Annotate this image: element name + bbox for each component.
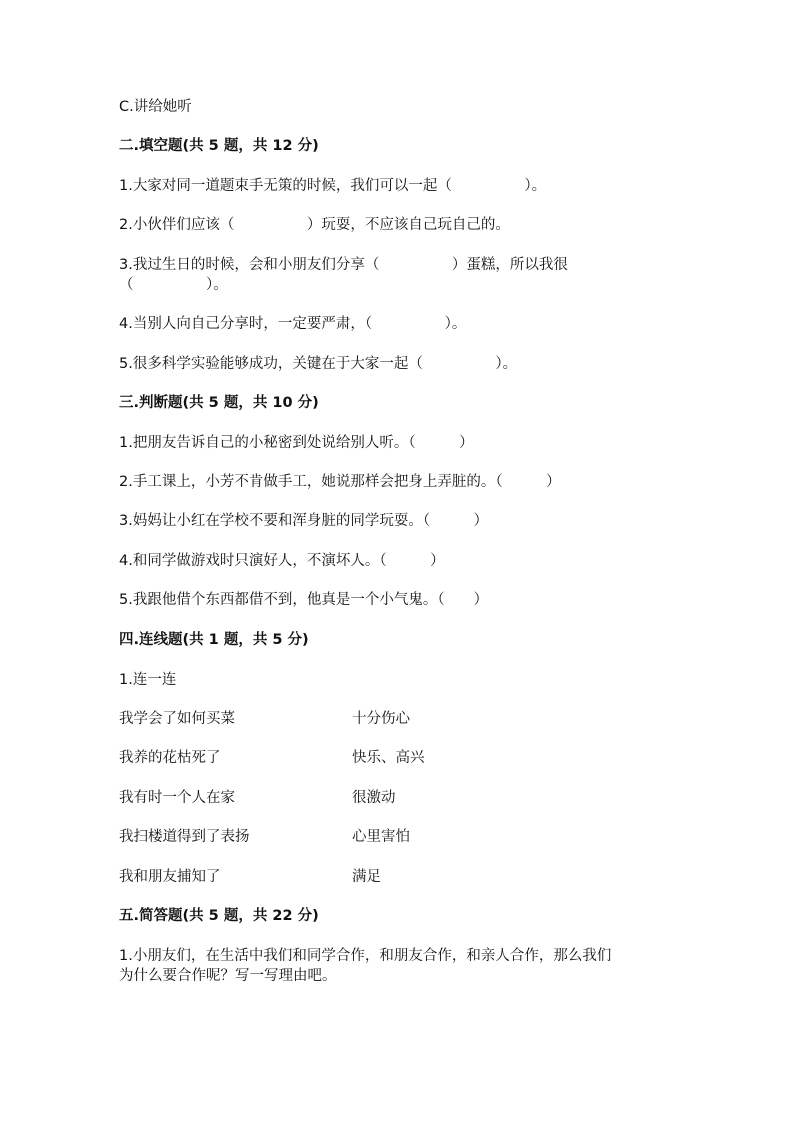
matching-right-item: 快乐、高兴	[352, 750, 425, 766]
matching-right-item: 十分伤心	[352, 711, 410, 727]
true-false-question-3: 3.妈妈让小红在学校不要和浑身脏的同学玩耍。（ ）	[119, 513, 489, 529]
previous-option-c: C.讲给她听	[119, 99, 192, 115]
true-false-question-4: 4.和同学做游戏时只演好人，不演坏人。（ ）	[119, 553, 445, 569]
matching-left-item: 我有时一个人在家	[119, 790, 235, 806]
true-false-question-2: 2.手工课上，小芳不肯做手工，她说那样会把身上弄脏的。（ ）	[119, 474, 561, 490]
fill-blank-question-5: 5.很多科学实验能够成功，关键在于大家一起（ ）。	[119, 356, 518, 372]
matching-left-item: 我养的花枯死了	[119, 750, 221, 766]
matching-question-1: 1.连一连	[119, 672, 177, 688]
true-false-question-1: 1.把朋友告诉自己的小秘密到处说给别人听。（ ）	[119, 435, 474, 451]
fill-blank-question-4: 4.当别人向自己分享时，一定要严肃，（ ）。	[119, 316, 467, 332]
short-answer-heading: 五.简答题(共 5 题，共 22 分)	[119, 908, 319, 924]
matching-left-item: 我学会了如何买菜	[119, 711, 235, 727]
fill-blank-question-3-line-1: 3.我过生日的时候，会和小朋友们分享（ ）蛋糕，所以我很	[119, 257, 568, 273]
matching-right-item: 很激动	[352, 790, 396, 806]
true-false-question-5: 5.我跟他借个东西都借不到，他真是一个小气鬼。（ ）	[119, 592, 489, 608]
fill-blank-question-3-line-2: （ ）。	[119, 277, 228, 293]
fill-blank-question-1: 1.大家对同一道题束手无策的时候，我们可以一起（ ）。	[119, 178, 547, 194]
matching-left-item: 我和朋友捕知了	[119, 869, 221, 885]
fill-blank-heading: 二.填空题(共 5 题，共 12 分)	[119, 138, 319, 154]
matching-left-item: 我扫楼道得到了表扬	[119, 829, 250, 845]
short-answer-question-1-line-1: 1.小朋友们，在生活中我们和同学合作，和朋友合作，和亲人合作，那么我们	[119, 948, 612, 964]
short-answer-question-1-line-2: 为什么要合作呢？写一写理由吧。	[119, 968, 337, 984]
matching-right-item: 满足	[352, 869, 381, 885]
fill-blank-question-2: 2.小伙伴们应该（ ）玩耍，不应该自己玩自己的。	[119, 217, 510, 233]
matching-right-item: 心里害怕	[352, 829, 410, 845]
true-false-heading: 三.判断题(共 5 题，共 10 分)	[119, 395, 319, 411]
matching-heading: 四.连线题(共 1 题，共 5 分)	[119, 632, 309, 648]
